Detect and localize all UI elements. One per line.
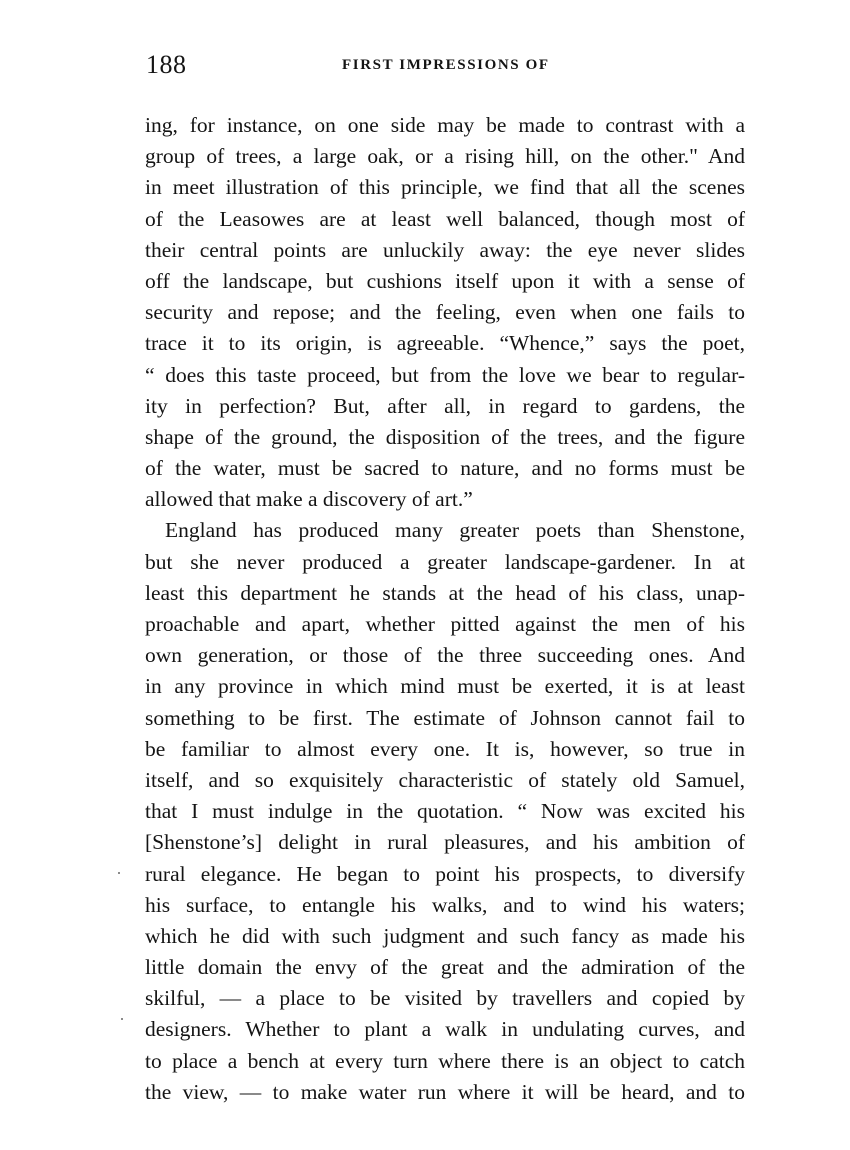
text-line: the view, — to make water run where it will be heard, and to xyxy=(145,1079,745,1104)
body-text xyxy=(145,110,745,1108)
text-line: that I must indulge in the quotation. “ Now was excited his xyxy=(145,799,745,824)
paragraph-end-line: allowed that make a discovery of art.” xyxy=(145,487,473,512)
text-line: be familiar to almost every one. It is, however, so true in xyxy=(145,736,745,761)
text-line: his surface, to entangle his walks, and to wind his waters; xyxy=(145,892,745,917)
text-line: which he did with such judgment and such fancy as made his xyxy=(145,923,745,948)
text-line: least this department he stands at the head of his class, unap- xyxy=(145,580,745,605)
text-line: “ does this taste proceed, but from the love we bear to regular- xyxy=(145,362,745,387)
text-line: group of trees, a large oak, or a rising hill, on the other." And xyxy=(145,144,745,169)
paragraph-start-line: England has produced many greater poets than Shenstone, xyxy=(165,518,745,543)
text-line: proachable and apart, whether pitted against the men of his xyxy=(145,612,745,636)
scan-speck xyxy=(118,872,120,874)
scan-speck xyxy=(121,1018,123,1020)
text-line: security and repose; and the feeling, even when one fails to xyxy=(145,300,745,325)
text-line: ity in perfection? But, after all, in regard to gardens, the xyxy=(145,393,745,418)
text-line: little domain the envy of the great and the admiration of the xyxy=(145,955,745,980)
text-line: itself, and so exquisitely characteristic of stately old Samuel, xyxy=(145,767,745,792)
text-line: of the Leasowes are at least well balanced, though most of xyxy=(145,206,745,231)
text-line: shape of the ground, the disposition of the trees, and the figure xyxy=(145,424,745,449)
text-line: of the water, must be sacred to nature, and no forms must be xyxy=(145,456,745,481)
text-line: something to be first. The estimate of Johnson cannot fail to xyxy=(145,705,745,730)
text-line: trace it to its origin, is agreeable. “Whence,” says the poet, xyxy=(145,331,745,356)
text-line: in meet illustration of this principle, we find that all the scenes xyxy=(145,175,745,200)
text-line: to place a bench at every turn where there is an object to catch xyxy=(145,1048,745,1073)
text-line: designers. Whether to plant a walk in undulating curves, and xyxy=(145,1017,745,1042)
text-line: [Shenstone’s] delight in rural pleasures, and his ambition of xyxy=(145,830,745,855)
running-head: FIRST IMPRESSIONS OF xyxy=(342,57,550,73)
text-line: but she never produced a greater landscape-gardener. In at xyxy=(145,549,745,574)
page-number: 188 xyxy=(146,50,187,79)
text-line: skilful, — a place to be visited by travellers and copied by xyxy=(145,986,745,1011)
text-line: ing, for instance, on one side may be made to contrast with a xyxy=(145,113,745,137)
text-line: in any province in which mind must be exerted, it is at least xyxy=(145,674,745,699)
text-line: own generation, or those of the three succeeding ones. And xyxy=(145,643,745,668)
text-line: rural elegance. He began to point his prospects, to diversify xyxy=(145,861,745,886)
text-line: their central points are unluckily away: the eye never slides xyxy=(145,237,745,262)
text-line: off the landscape, but cushions itself upon it with a sense of xyxy=(145,268,745,293)
